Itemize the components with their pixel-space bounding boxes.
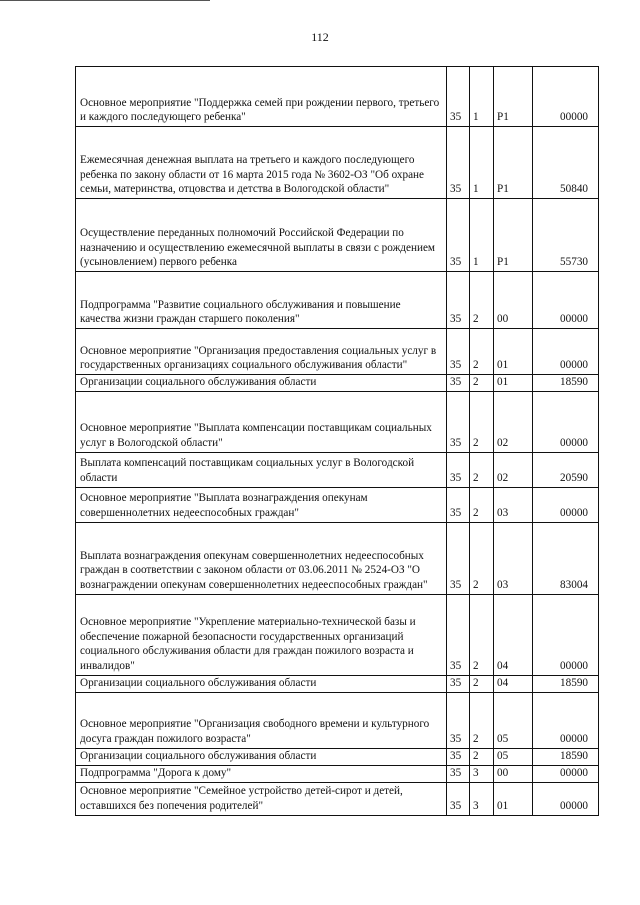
code-event: P1 — [494, 67, 533, 127]
code-program: 35 — [447, 127, 470, 199]
code-direction: 00000 — [533, 67, 599, 127]
code-direction: 18590 — [533, 675, 599, 692]
code-subprogram: 1 — [470, 67, 494, 127]
code-direction: 00000 — [533, 391, 599, 452]
row-name: Подпрограмма "Дорога к дому" — [76, 765, 447, 782]
code-subprogram: 2 — [470, 375, 494, 392]
table-row — [76, 67, 599, 127]
table-row — [76, 272, 599, 329]
table-row — [76, 452, 599, 487]
row-name: Основное мероприятие "Выплата вознаграждения опекунам совершеннолетних недееспособных граждан" — [76, 487, 447, 522]
code-subprogram: 2 — [470, 272, 494, 329]
code-subprogram: 3 — [470, 765, 494, 782]
code-subprogram: 1 — [470, 127, 494, 199]
code-event: 01 — [494, 329, 533, 375]
row-name: Выплата компенсаций поставщикам социальных услуг в Вологодской области — [76, 452, 447, 487]
table-row — [76, 391, 599, 452]
code-event: 00 — [494, 765, 533, 782]
code-subprogram: 2 — [470, 675, 494, 692]
code-direction: 55730 — [533, 199, 599, 272]
code-direction: 00000 — [533, 272, 599, 329]
code-program: 35 — [447, 748, 470, 765]
code-program: 35 — [447, 594, 470, 675]
table-row — [76, 748, 599, 765]
code-event: 05 — [494, 692, 533, 748]
code-program: 35 — [447, 391, 470, 452]
table-row — [76, 675, 599, 692]
code-direction: 18590 — [533, 375, 599, 392]
row-name: Основное мероприятие "Выплата компенсации поставщикам социальных услуг в Вологодской области" — [76, 391, 447, 452]
code-event: 02 — [494, 452, 533, 487]
code-event: 04 — [494, 675, 533, 692]
code-program: 35 — [447, 272, 470, 329]
code-event: 05 — [494, 748, 533, 765]
table-row — [76, 127, 599, 199]
code-subprogram: 2 — [470, 692, 494, 748]
code-subprogram: 2 — [470, 329, 494, 375]
code-program: 35 — [447, 522, 470, 594]
table-row — [76, 199, 599, 272]
code-program: 35 — [447, 67, 470, 127]
code-program: 35 — [447, 375, 470, 392]
code-event: P1 — [494, 127, 533, 199]
table-row — [76, 765, 599, 782]
row-name: Основное мероприятие "Организация свободного времени и культурного досуга граждан пожилого возраста" — [76, 692, 447, 748]
code-direction: 00000 — [533, 594, 599, 675]
code-event: P1 — [494, 199, 533, 272]
code-direction: 20590 — [533, 452, 599, 487]
code-program: 35 — [447, 765, 470, 782]
code-subprogram: 1 — [470, 199, 494, 272]
code-direction: 00000 — [533, 765, 599, 782]
table-row — [76, 594, 599, 675]
code-subprogram: 2 — [470, 594, 494, 675]
table-row — [76, 522, 599, 594]
code-program: 35 — [447, 199, 470, 272]
row-name: Осуществление переданных полномочий Российской Федерации по назначению и осуществлению ежемесячной выплаты в связи с рождением (усыновлением) первого ребенка — [76, 199, 447, 272]
row-name: Подпрограмма "Развитие социального обслуживания и повышение качества жизни граждан старшего поколения" — [76, 272, 447, 329]
table-row — [76, 329, 599, 375]
code-event: 00 — [494, 272, 533, 329]
row-name: Организации социального обслуживания области — [76, 375, 447, 392]
code-event: 03 — [494, 487, 533, 522]
code-direction: 00000 — [533, 692, 599, 748]
code-event: 01 — [494, 782, 533, 815]
table-row — [76, 375, 599, 392]
code-direction: 00000 — [533, 782, 599, 815]
code-program: 35 — [447, 329, 470, 375]
code-event: 04 — [494, 594, 533, 675]
row-name: Основное мероприятие "Семейное устройство детей-сирот и детей, оставшихся без попечения родителей" — [76, 782, 447, 815]
code-program: 35 — [447, 487, 470, 522]
row-name: Организации социального обслуживания области — [76, 675, 447, 692]
code-subprogram: 2 — [470, 487, 494, 522]
code-subprogram: 2 — [470, 748, 494, 765]
code-direction: 00000 — [533, 329, 599, 375]
code-event: 01 — [494, 375, 533, 392]
code-subprogram: 2 — [470, 522, 494, 594]
code-event: 02 — [494, 391, 533, 452]
table-row — [76, 692, 599, 748]
row-name: Основное мероприятие "Организация предоставления социальных услуг в государственных организациях социального обслуживания области" — [76, 329, 447, 375]
code-direction: 83004 — [533, 522, 599, 594]
row-name: Ежемесячная денежная выплата на третьего и каждого последующего ребенка по закону области от 16 марта 2015 года № 3602-ОЗ "Об охране семьи, материнства, отцовства и детства в Вологодской области" — [76, 127, 447, 199]
top-scan-rule — [0, 0, 210, 1]
code-program: 35 — [447, 782, 470, 815]
code-program: 35 — [447, 675, 470, 692]
row-name: Основное мероприятие "Укрепление материально-технической базы и обеспечение пожарной безопасности государственных организаций социального обслуживания области для граждан пожилого возраста и инвалидов" — [76, 594, 447, 675]
row-name: Организации социального обслуживания области — [76, 748, 447, 765]
row-name: Основное мероприятие "Поддержка семей при рождении первого, третьего и каждого последующего ребенка" — [76, 67, 447, 127]
page-number: 112 — [311, 30, 329, 44]
code-event: 03 — [494, 522, 533, 594]
code-subprogram: 2 — [470, 391, 494, 452]
code-direction: 00000 — [533, 487, 599, 522]
code-subprogram: 3 — [470, 782, 494, 815]
table-row — [76, 487, 599, 522]
row-name: Выплата вознаграждения опекунам совершеннолетних недееспособных граждан в соответствии с законом области от 03.06.2011 № 2524-ОЗ "О вознаграждении опекунам совершеннолетних недееспособных граждан" — [76, 522, 447, 594]
code-program: 35 — [447, 692, 470, 748]
code-direction: 50840 — [533, 127, 599, 199]
code-subprogram: 2 — [470, 452, 494, 487]
budget-classification-table — [75, 66, 599, 816]
table-row — [76, 782, 599, 815]
code-program: 35 — [447, 452, 470, 487]
code-direction: 18590 — [533, 748, 599, 765]
